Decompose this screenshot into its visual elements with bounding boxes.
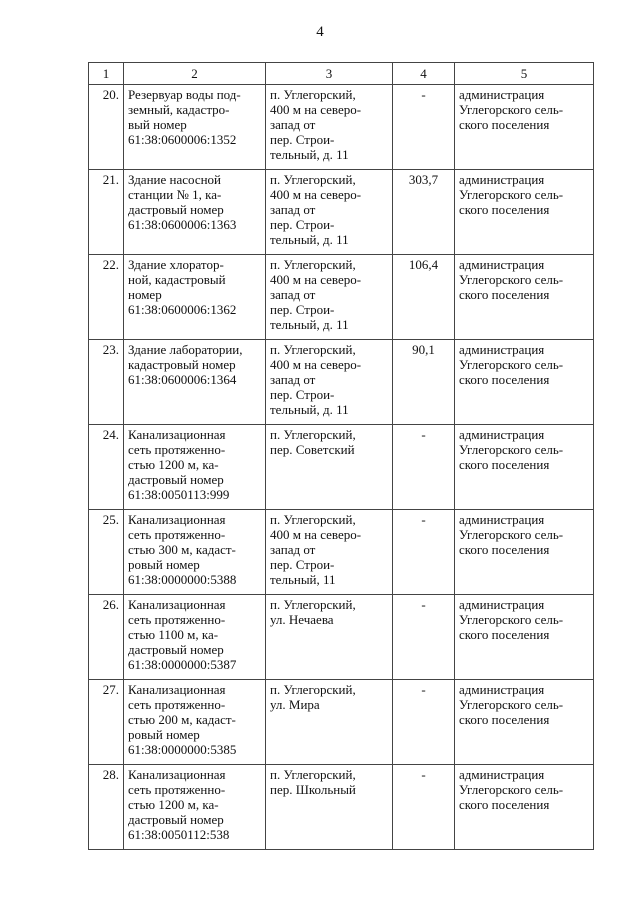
object-description: Здание насосной станции № 1, ка- дастровый номер 61:38:0600006:1363 bbox=[124, 170, 266, 255]
row-number: 20. bbox=[89, 85, 124, 170]
row-number: 25. bbox=[89, 510, 124, 595]
object-area: - bbox=[393, 85, 455, 170]
object-description: Канализационная сеть протяженно- стью 1100 м, ка- дастровый номер 61:38:0000000:5387 bbox=[124, 595, 266, 680]
object-owner: администрация Углегорского сель- ского поселения bbox=[455, 680, 594, 765]
row-number: 24. bbox=[89, 425, 124, 510]
object-address: п. Углегорский, 400 м на северо- запад от пер. Строи- тельный, д. 11 bbox=[266, 170, 393, 255]
column-number-2: 2 bbox=[124, 63, 266, 85]
object-address: п. Углегорский, 400 м на северо- запад от пер. Строи- тельный, д. 11 bbox=[266, 255, 393, 340]
object-description: Здание лаборатории, кадастровый номер 61:38:0600006:1364 bbox=[124, 340, 266, 425]
row-number: 26. bbox=[89, 595, 124, 680]
table-row bbox=[89, 595, 594, 680]
object-owner: администрация Углегорского сель- ского поселения bbox=[455, 255, 594, 340]
table-row bbox=[89, 510, 594, 595]
row-number: 28. bbox=[89, 765, 124, 850]
object-address: п. Углегорский, ул. Нечаева bbox=[266, 595, 393, 680]
object-owner: администрация Углегорского сель- ского поселения bbox=[455, 765, 594, 850]
object-description: Канализационная сеть протяженно- стью 300 м, кадаст- ровый номер 61:38:0000000:5388 bbox=[124, 510, 266, 595]
property-registry-table bbox=[88, 62, 594, 850]
object-address: п. Углегорский, 400 м на северо- запад от пер. Строи- тельный, д. 11 bbox=[266, 340, 393, 425]
object-owner: администрация Углегорского сель- ского поселения bbox=[455, 595, 594, 680]
table-row bbox=[89, 255, 594, 340]
object-address: п. Углегорский, пер. Советский bbox=[266, 425, 393, 510]
object-address: п. Углегорский, пер. Школьный bbox=[266, 765, 393, 850]
table-row bbox=[89, 340, 594, 425]
column-number-3: 3 bbox=[266, 63, 393, 85]
object-owner: администрация Углегорского сель- ского поселения bbox=[455, 425, 594, 510]
object-owner: администрация Углегорского сель- ского поселения bbox=[455, 340, 594, 425]
object-area: - bbox=[393, 510, 455, 595]
object-area: - bbox=[393, 595, 455, 680]
object-address: п. Углегорский, 400 м на северо- запад от пер. Строи- тельный, 11 bbox=[266, 510, 393, 595]
column-number-4: 4 bbox=[393, 63, 455, 85]
object-area: - bbox=[393, 425, 455, 510]
object-area: 303,7 bbox=[393, 170, 455, 255]
object-description: Канализационная сеть протяженно- стью 1200 м, ка- дастровый номер 61:38:0050113:999 bbox=[124, 425, 266, 510]
object-area: 90,1 bbox=[393, 340, 455, 425]
row-number: 22. bbox=[89, 255, 124, 340]
table-row bbox=[89, 425, 594, 510]
row-number: 21. bbox=[89, 170, 124, 255]
table-row bbox=[89, 765, 594, 850]
object-owner: администрация Углегорского сель- ского поселения bbox=[455, 170, 594, 255]
object-area: - bbox=[393, 680, 455, 765]
page-number: 4 bbox=[316, 24, 324, 40]
object-description: Здание хлоратор- ной, кадастровый номер 61:38:0600006:1362 bbox=[124, 255, 266, 340]
object-area: - bbox=[393, 765, 455, 850]
column-number-row bbox=[89, 63, 594, 85]
object-owner: администрация Углегорского сель- ского поселения bbox=[455, 85, 594, 170]
object-area: 106,4 bbox=[393, 255, 455, 340]
object-address: п. Углегорский, ул. Мира bbox=[266, 680, 393, 765]
table-row bbox=[89, 170, 594, 255]
object-description: Канализационная сеть протяженно- стью 200 м, кадаст- ровый номер 61:38:0000000:5385 bbox=[124, 680, 266, 765]
column-number-5: 5 bbox=[455, 63, 594, 85]
object-address: п. Углегорский, 400 м на северо- запад от пер. Строи- тельный, д. 11 bbox=[266, 85, 393, 170]
column-number-1: 1 bbox=[89, 63, 124, 85]
object-description: Канализационная сеть протяженно- стью 1200 м, ка- дастровый номер 61:38:0050112:538 bbox=[124, 765, 266, 850]
table-row bbox=[89, 680, 594, 765]
table-row bbox=[89, 85, 594, 170]
object-owner: администрация Углегорского сель- ского поселения bbox=[455, 510, 594, 595]
object-description: Резервуар воды под- земный, кадастро- вый номер 61:38:0600006:1352 bbox=[124, 85, 266, 170]
row-number: 23. bbox=[89, 340, 124, 425]
row-number: 27. bbox=[89, 680, 124, 765]
